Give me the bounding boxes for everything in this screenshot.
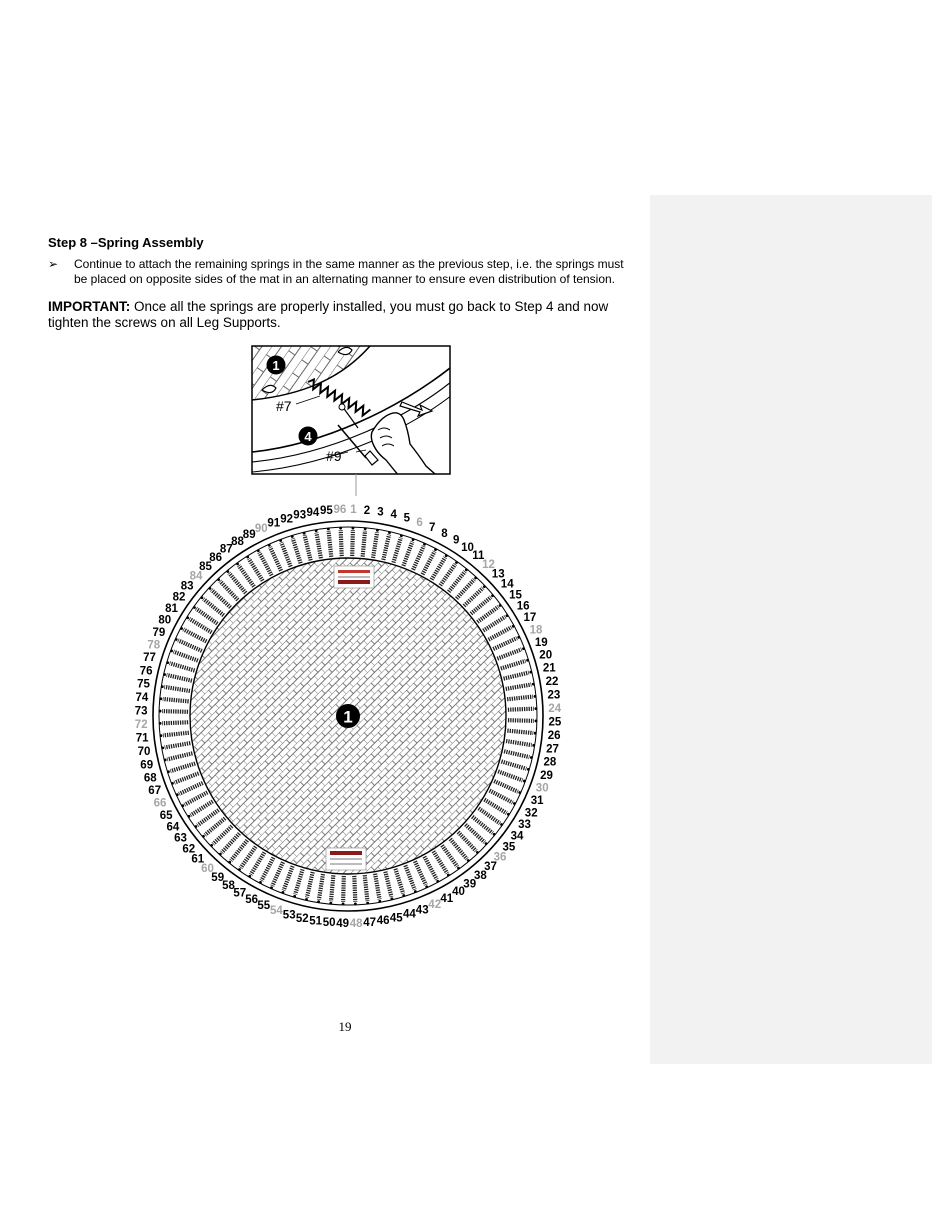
spring-number: 52 [295, 912, 309, 925]
spring-number: 70 [137, 746, 151, 759]
spring-number: 12 [482, 559, 495, 571]
part-4-badge-label: 4 [304, 429, 312, 444]
spring-number: 9 [452, 534, 460, 547]
important-text: Once all the springs are properly installed, you must go back to Step 4 and now tighten the screws on all Leg Supports. [48, 299, 609, 330]
spring-number: 15 [509, 589, 522, 602]
spring-number: 29 [540, 769, 553, 782]
spring-number: 62 [182, 843, 196, 856]
spring-number: 77 [143, 652, 156, 665]
spring-number: 96 [333, 504, 347, 517]
spring-assembly-diagram [120, 340, 580, 950]
spring-number: 66 [153, 797, 167, 810]
spring-number: 57 [233, 887, 247, 900]
spring-number: 60 [201, 863, 214, 875]
part-1-badge-label: 1 [272, 358, 280, 373]
spring-number: 6 [416, 516, 423, 529]
spring-number: 14 [500, 578, 514, 591]
spring-number: 71 [135, 732, 149, 745]
spring-number: 53 [282, 909, 296, 922]
spring-number: 80 [158, 614, 172, 627]
spring-number: 58 [222, 880, 235, 892]
spring-number: 45 [389, 912, 403, 925]
spring-number: 68 [143, 772, 157, 785]
spring-number: 46 [376, 915, 390, 927]
spring-number: 49 [336, 917, 349, 930]
spring-number: 93 [293, 509, 307, 522]
spring-number: 81 [165, 602, 178, 615]
spring-number: 10 [461, 542, 474, 554]
arrow-bullet-icon: ➢ [48, 257, 59, 271]
spring-number: 42 [428, 899, 442, 911]
spring-number: 55 [257, 900, 271, 913]
tool-label: #9 [326, 448, 342, 464]
spring-number: 16 [516, 600, 530, 613]
spring-number: 3 [377, 506, 384, 519]
spring-number: 21 [542, 662, 556, 675]
spring-number: 86 [209, 551, 222, 564]
spring-number: 48 [349, 917, 363, 930]
spring-number: 95 [320, 505, 333, 518]
detail-inset [252, 346, 470, 482]
spring-number: 38 [474, 870, 487, 883]
spring-number: 61 [191, 853, 205, 866]
spring-number: 87 [219, 543, 233, 556]
mat-part-badge [336, 704, 360, 728]
spring-number: 11 [472, 550, 485, 563]
spring-number: 7 [428, 521, 436, 534]
spring-number: 22 [545, 675, 559, 688]
spring-number: 65 [159, 809, 173, 822]
spring-number: 51 [309, 915, 322, 928]
spring-number: 34 [510, 830, 524, 843]
spring-number: 32 [524, 807, 538, 820]
spring-number: 72 [134, 719, 148, 732]
spring-number: 44 [403, 908, 416, 921]
part-4-badge [299, 427, 318, 446]
spring-number: 31 [530, 795, 544, 808]
spring-number: 20 [539, 649, 553, 662]
spring-number: 30 [535, 782, 549, 795]
part-1-badge [267, 356, 286, 375]
instruction-text: Continue to attach the remaining springs in the same manner as the previous step, i.e. the springs must be placed on opposite sides of the mat in an alternating manner to ensure even distribution of tension. [74, 257, 624, 286]
spring-number: 25 [548, 716, 562, 729]
important-note [48, 299, 648, 331]
spring-number: 78 [147, 639, 161, 652]
trampoline-top-view [135, 504, 562, 930]
warning-label-bottom [326, 848, 366, 870]
spring-number: 47 [363, 916, 376, 929]
spring-number: 91 [267, 517, 281, 530]
spring-number: 54 [270, 905, 283, 918]
spring-number: 85 [199, 560, 212, 573]
spring-number: 28 [543, 756, 557, 769]
side-panel [650, 195, 932, 1064]
spring-number: 19 [534, 636, 548, 649]
spring-number: 39 [463, 878, 477, 891]
spring-number: 82 [172, 591, 186, 604]
spring-number: 69 [140, 759, 154, 772]
spring-number: 24 [548, 702, 562, 715]
mat-part-badge-label: 1 [343, 707, 353, 727]
spring-number: 5 [403, 512, 411, 525]
important-label: IMPORTANT: [48, 299, 131, 314]
spring-number: 79 [152, 626, 166, 639]
spring-number: 40 [452, 886, 465, 899]
spring-number: 89 [242, 529, 256, 542]
spring-number: 17 [523, 612, 537, 625]
spring-number: 73 [134, 705, 148, 718]
spring-number: 41 [440, 892, 454, 905]
diagram-svg [120, 340, 580, 950]
spring-number: 67 [148, 785, 162, 798]
spring-number: 92 [280, 513, 293, 526]
spring-number: 94 [306, 507, 320, 519]
spring-number: 43 [415, 904, 429, 917]
spring-number: 8 [441, 527, 448, 540]
page-number: 19 [338, 1019, 352, 1034]
spring-label: #7 [276, 398, 292, 414]
spring-number: 59 [211, 871, 225, 884]
spring-number: 33 [518, 819, 531, 832]
spring-number: 1 [350, 504, 357, 517]
spring-number: 35 [502, 841, 516, 854]
step-title: Step 8 –Spring Assembly [48, 235, 204, 250]
spring-number: 27 [546, 743, 559, 756]
spring-number: 26 [547, 729, 561, 742]
warning-label-top [334, 566, 374, 588]
spring-number: 4 [390, 509, 397, 522]
spring-number: 50 [322, 917, 336, 930]
spring-number: 90 [254, 523, 268, 535]
spring-number: 84 [189, 570, 203, 583]
spring-number: 64 [166, 821, 180, 834]
spring-number: 75 [137, 678, 150, 691]
spring-number: 56 [245, 894, 258, 907]
spring-number: 18 [529, 624, 543, 637]
spring-number: 13 [491, 568, 505, 581]
spring-number: 76 [139, 665, 153, 678]
spring-number: 88 [231, 535, 244, 548]
spring-number: 83 [180, 580, 194, 593]
spring-number: 36 [493, 851, 507, 864]
spring-number: 23 [547, 689, 561, 702]
spring-number: 63 [174, 832, 187, 845]
spring-number: 37 [484, 861, 497, 874]
spring-number: 2 [363, 504, 371, 517]
spring-number: 74 [135, 692, 149, 705]
direction-arrow-icon [400, 402, 432, 416]
